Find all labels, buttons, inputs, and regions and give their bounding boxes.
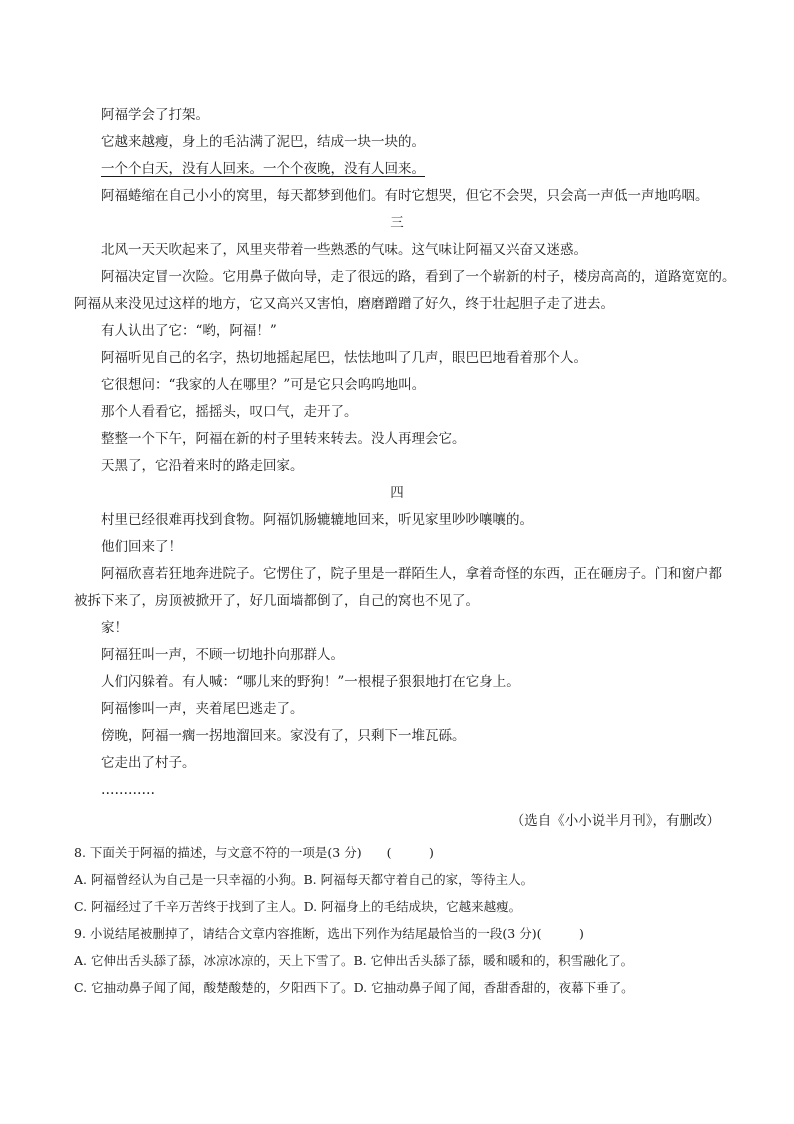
question-9-options-ab: A. 它伸出舌头舔了舔，冰凉冰凉的，天上下雪了。B. 它伸出舌头舔了舔，暖和暖和的，积雪融化了。 xyxy=(74,953,634,968)
paragraph: 阿福决定冒一次险。它用鼻子做向导，走了很远的路，看到了一个崭新的村子，楼房高高的，道路宽宽的。 xyxy=(101,269,736,285)
paragraph: 整整一个下午，阿福在新的村子里转来转去。没人再理会它。 xyxy=(101,431,466,447)
source-citation: （选自《小小说半月刊》，有删改） xyxy=(510,813,720,829)
paragraph: 有人认出了它：“哟，阿福！” xyxy=(101,323,277,339)
paragraph: 天黑了，它沿着来时的路走回家。 xyxy=(101,458,304,474)
paragraph: 那个人看看它，摇摇头，叹口气，走开了。 xyxy=(101,404,358,420)
paragraph: 北风一天天吹起来了，风里夹带着一些熟悉的气味。这气味让阿福又兴奋又迷惑。 xyxy=(101,242,587,258)
paragraph: 它走出了村子。 xyxy=(101,755,196,771)
section-heading-3: 三 xyxy=(390,215,404,231)
underlined-paragraph xyxy=(0,160,794,178)
paragraph-continuation: 被拆下来了，房顶被掀开了，好几面墙都倒了，自己的窝也不见了。 xyxy=(74,593,479,609)
underlined-sentence: 一个个白天，没有人回来。一个个夜晚，没有人回来。 xyxy=(101,161,425,177)
ellipsis: ………… xyxy=(101,782,155,798)
paragraph: 人们闪躲着。有人喊：“哪儿来的野狗！”一根棍子狠狠地打在它身上。 xyxy=(101,674,520,690)
section-heading-4: 四 xyxy=(390,485,404,501)
question-9-stem: 9. 小说结尾被删掉了，请结合文章内容推断，选出下列作为结尾最恰当的一段(3 分)( ) xyxy=(74,926,584,941)
paragraph: 阿福蜷缩在自己小小的窝里，每天都梦到他们。有时它想哭，但它不会哭，只会高一声低一声地呜咽。 xyxy=(101,188,709,204)
paragraph: 阿福欣喜若狂地奔进院子。它愣住了，院子里是一群陌生人，拿着奇怪的东西，正在砸房子。门和窗户都 xyxy=(101,566,722,582)
question-8-stem: 8. 下面关于阿福的描述，与文意不符的一项是(3 分) ( ) xyxy=(74,845,434,860)
paragraph: 他们回来了！ xyxy=(101,539,182,555)
paragraph: 它越来越瘦，身上的毛沾满了泥巴，结成一块一块的。 xyxy=(101,134,425,150)
paragraph: 阿福学会了打架。 xyxy=(101,107,209,123)
paragraph-continuation: 阿福从来没见过这样的地方，它又高兴又害怕，磨磨蹭蹭了好久，终于壮起胆子走了进去。 xyxy=(74,296,614,312)
paragraph: 村里已经很难再找到食物。阿福饥肠辘辘地回来，听见家里吵吵嚷嚷的。 xyxy=(101,512,533,528)
question-9-options-cd: C. 它抽动鼻子闻了闻，酸楚酸楚的，夕阳西下了。D. 它抽动鼻子闻了闻，香甜香甜的，夜幕下垂了。 xyxy=(74,980,634,995)
question-8-options-cd: C. 阿福经过了千辛万苦终于找到了主人。D. 阿福身上的毛结成块，它越来越瘦。 xyxy=(74,899,522,914)
paragraph: 阿福惨叫一声，夹着尾巴逃走了。 xyxy=(101,701,304,717)
paragraph: 它很想问：“我家的人在哪里？”可是它只会呜呜地叫。 xyxy=(101,377,426,393)
paragraph: 家！ xyxy=(101,620,128,636)
paragraph: 傍晚，阿福一瘸一拐地溜回来。家没有了，只剩下一堆瓦砾。 xyxy=(101,728,466,744)
paragraph: 阿福听见自己的名字，热切地摇起尾巴，怯怯地叫了几声，眼巴巴地看着那个人。 xyxy=(101,350,587,366)
paragraph: 阿福狂叫一声，不顾一切地扑向那群人。 xyxy=(101,647,344,663)
question-8-options-ab: A. 阿福曾经认为自己是一只幸福的小狗。B. 阿福每天都守着自己的家，等待主人。 xyxy=(74,872,534,887)
